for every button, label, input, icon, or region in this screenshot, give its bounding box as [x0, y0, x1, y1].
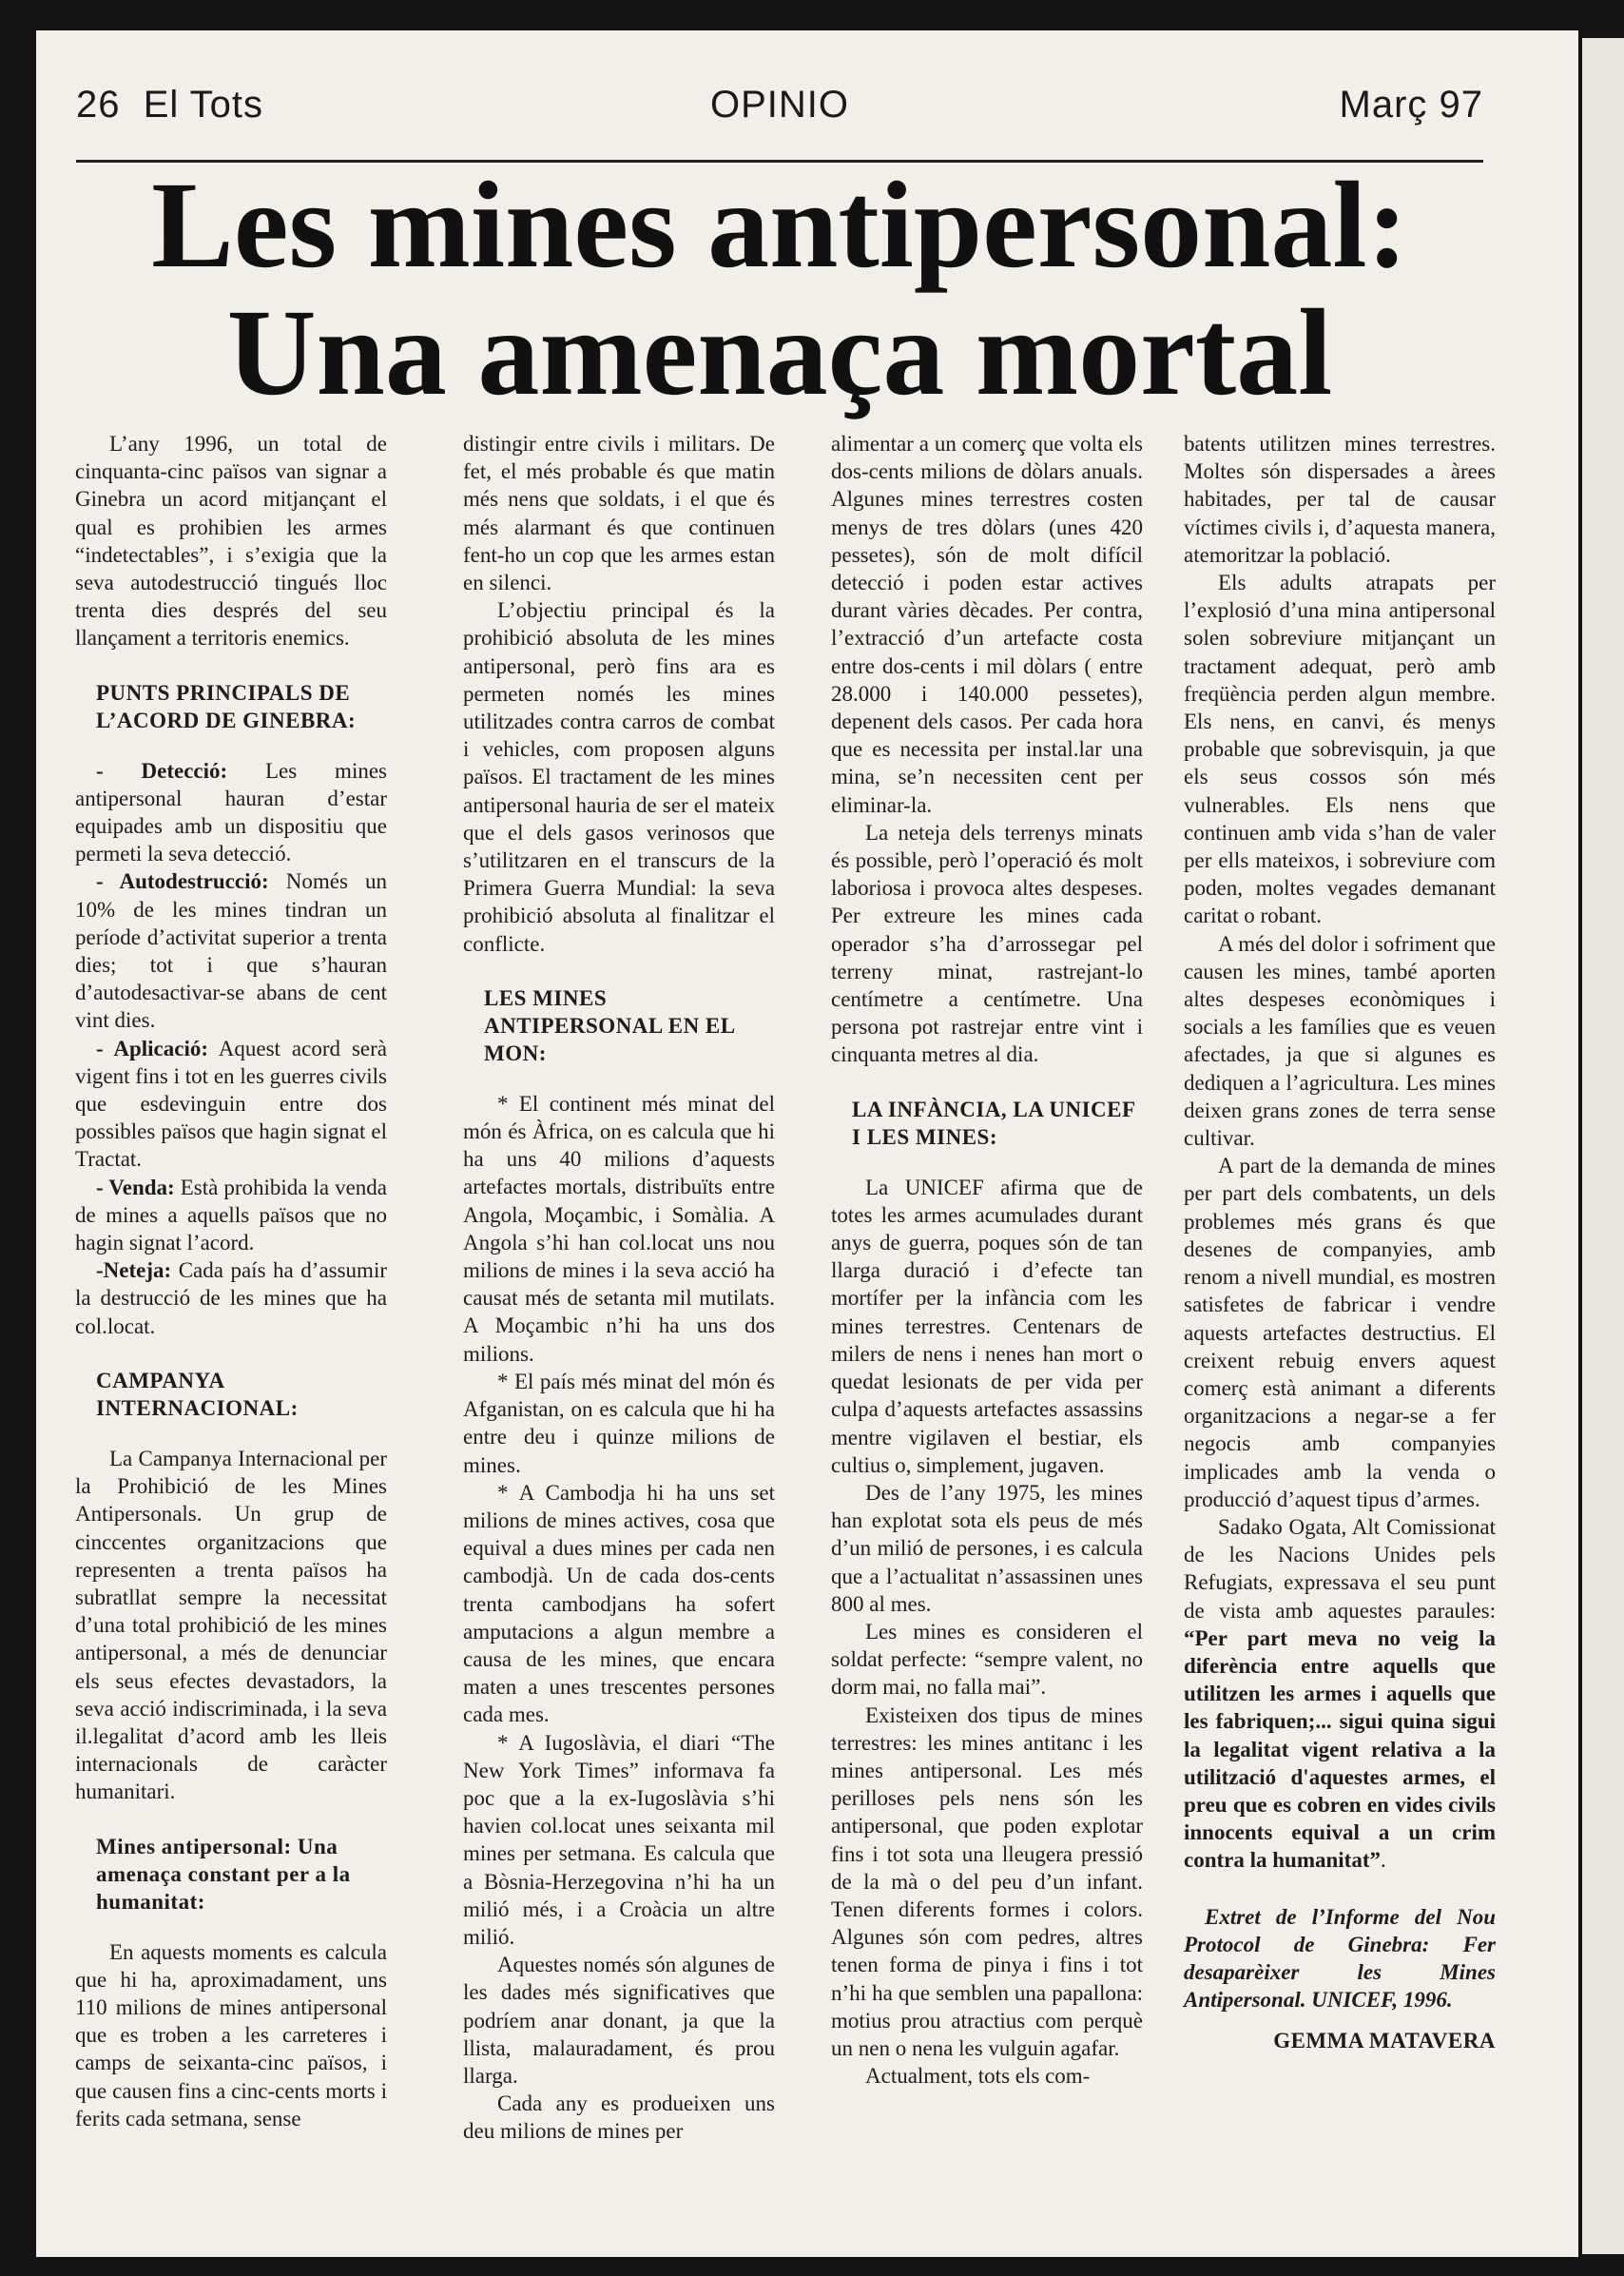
demanda-paragraph: A part de la demanda de mines per part dels combatents, un dels problemes més grans és que desenes de companyies, amb renom a nivell mundial, es mostren satisfetes de fabricar i vendre aquests artefactes destructius. El creixent rebuig envers aquest comerç està animant a diferents organitzacions a negar-se a fer negocis amb companyies implicades amb la venda o producció d’aquest tipus d’armes.	[1184, 1154, 1496, 1511]
actualment-paragraph: Actualment, tots els com-	[865, 2064, 1091, 2089]
dades-paragraph: Aquestes només són algunes de les dades més significatives que podríem anar donant, ja que la llista, malauradament, és prou llarga.	[463, 1953, 775, 2088]
sadako-paragraph: Sadako Ogata, Alt Comissionat de les Nacions Unides pels Refugiats, expressava el seu punt de vista amb aquestes paraules: “Per part meva no veig la diferència entre aquells que utilitzen les armes i aquells que les fabriquen;... sigui quina sigui la legalitat vigent relativa a la utilització d'aquestes armes, el preu que es cobren en vides civils innocents equival a un crim contra la humanitat”.	[1184, 1514, 1496, 1873]
tipus-paragraph: Existeixen dos tipus de mines terrestres: les mines antitanc i les mines antipersonal. Les més perilloses pels nens són les antipersonal, que poden explotar fins i tot sota una lleugera pressió de la mà o del peu d’un infant. Tenen diferents formes i colors. Algunes són com pedres, altres tenen forma de pinya i fins i tot n’hi ha que semblen una papallona: motius prou atractius com perquè un nen o nena les vulguin agafar.	[831, 1702, 1143, 2060]
campanya-paragraph: La Campanya Internacional per la Prohibició de les Mines Antipersonals. Un grup de cinccentes organitzacions que representen a trenta països ha subratllat sempre la necessitat d’una total prohibició de les mines antipersonal, a més de denunciar els seus efectes devastadors, la seva acció indiscriminada, i la seva il.legalitat d’acord amb les lleis internacionals de caràcter humanitari.	[75, 1446, 387, 1804]
continued-paragraph: batents utilitzen mines terrestres. Moltes són dispersades a àrees habitades, per tal de causar víctimes civils i, d’aquesta manera, atemoritzar la població.	[1184, 432, 1496, 567]
des-1975-paragraph: Des de l’any 1975, les mines han explotat sota els peus de més d’un milió de persones, i es calcula que a l’actualitat n’assassinen unes 800 al mes.	[831, 1480, 1143, 1616]
point-neteja: -Neteja: Cada país ha d’assumir la destrucció de les mines que ha col.locat.	[75, 1258, 387, 1338]
point-venda: - Venda: Està prohibida la venda de mines a aquells països que no hagin signat l’acord.	[75, 1175, 387, 1255]
article-body	[75, 430, 1496, 2151]
heading-infancia: LA INFÀNCIA, LA UNICEF I LES MINES:	[852, 1097, 1135, 1149]
author-byline: GEMMA MATAVERA	[1273, 2029, 1496, 2053]
neteja-paragraph: La neteja dels terrenys minats és possible, però l’operació és molt laboriosa i provoca altes despeses. Per extreure les mines cada operador s’ha d’arrossegar pel terreny minat, rastrejant-lo centímetre a centímetre. Una persona pot rastrejar entre vint i cinquanta metres al dia.	[831, 820, 1143, 1067]
dolor-paragraph: A més del dolor i sofriment que causen les mines, també aporten altes despeses econòmiques i socials a les famílies que es veuen afectades, ja que si algunes es dediquen a l’agricultura. Les mines deixen grans zones de terra sense cultivar.	[1184, 931, 1496, 1151]
heading-mines-mon: LES MINES ANTIPERSONAL EN EL MON:	[484, 985, 735, 1065]
column-3	[831, 430, 1143, 2090]
continued-paragraph: alimentar a un comerç que volta els dos-cents milions de dòlars anuals. Algunes mines terrestres costen menys de tres dòlars (unes 420 pessetes), són de molt difícil detecció i poden estar actives durant vàries dècades. Per contra, l’extracció d’un artefacte costa entre dos-cents i mil dòlars ( entre 28.000 i 140.000 pessetes), depenent dels casos. Per cada hora que es necessita per instal.lar una mina, se’n necessiten cent per eliminar-la.	[831, 432, 1143, 817]
iugoslavia-paragraph: * A Iugoslàvia, el diari “The New York Times” informava fa poc que a la ex-Iugoslàvia s’hi havien col.locat unes seixanta mil mines per setmana. Es calcula que a Bòsnia-Herzegovina n’hi ha un milió més, i a Croàcia un altre milió.	[463, 1730, 775, 1949]
title-line-1: Les mines antipersonal:	[151, 157, 1408, 294]
page-header	[76, 84, 1483, 131]
heading-campanya: CAMPANYA INTERNACIONAL:	[96, 1368, 299, 1420]
adults-paragraph: Els adults atrapats per l’explosió d’una mina antipersonal solen sobreviure mitjançant un tractament adequat, però amb freqüència perden algun membre. Els nens, en canvi, és menys probable que sobrevisquin, ja que els seus cossos són més vulnerables. Els nens que continuen amb vida s’han de valer per ells mateixos, i sobreviure com poden, moltes vegades demanant caritat o robant.	[1184, 571, 1496, 928]
point-deteccio: - Detecció: Les mines antipersonal hauran d’estar equipades amb un dispositiu que permeti la seva detecció.	[75, 758, 387, 866]
produccio-paragraph: Cada any es produeixen uns deu milions de mines per	[463, 2091, 775, 2144]
heading-amenaca: Mines antipersonal: Una amenaça constant per a la humanitat:	[96, 1834, 351, 1914]
column-2	[463, 430, 775, 2146]
cambodja-paragraph: * A Cambodja hi ha uns set milions de mines actives, cosa que equival a dues mines per cada nen cambodjà. Un de cada dos-cents trenta cambodjans ha sofert amputacions a algun membre a causa de les mines, que encara maten a unes trescentes persones cada mes.	[463, 1480, 775, 1727]
afganistan-paragraph: * El país més minat del món és Afganistan, on es calcula que hi ha entre deu i quinze milions de mines.	[463, 1369, 775, 1477]
ogata-quote: “Per part meva no veig la diferència entre aquells que utilitzen les armes i aquells que les fabriquen;... sigui quina sigui la legalitat vigent relativa a la utilització d'aquestes armes, el preu que es cobren en vides civils innocents equival a un crim contra la humanitat”	[1184, 1625, 1496, 1873]
issue-date: Març 97	[1339, 84, 1483, 126]
unicef-paragraph: La UNICEF afirma que de totes les armes acumulades durant anys de guerra, poques són de tan llarga duració i d’efecte tan mortífer per la infància com les mines terrestres. Centenars de milers de nens i nenes han mort o quedat lesionats de per vida per culpa d’aquests artefactes assassins mentre vigilaven el bestiar, els cultius o, simplement, jugaven.	[831, 1175, 1143, 1477]
source-citation: Extret de l’Informe del Nou Protocol de Ginebra: Fer desaparèixer les Mines Antipersonal. UNICEF, 1996.	[1184, 1904, 1496, 2013]
page-number-and-publication: 26 El Tots	[76, 84, 264, 126]
soldat-paragraph: Les mines es consideren el soldat perfecte: “sempre valent, no dorm mai, no falla mai”.	[831, 1619, 1143, 1700]
article-title	[76, 157, 1483, 421]
column-4	[1184, 430, 1496, 2055]
intro-paragraph: L’any 1996, un total de cinquanta-cinc països van signar a Ginebra un acord mitjançant el qual es prohibien les armes “indetectables”, i s’exigia que la seva autodestrucció tingués lloc trenta dies després del seu llançament a territoris enemics.	[75, 432, 387, 651]
africa-paragraph: * El continent més minat del món és Àfrica, on es calcula que hi ha uns 40 milions d’aquests artefactes mortals, distribuïts entre Angola, Moçambic, i Somàlia. A Angola s’hi han col.locat uns nou milions de mines i la seva acció ha causat més de setanta mil mutilats. A Moçambic n’hi ha uns dos milions.	[463, 1091, 775, 1366]
section-name: OPINIO	[709, 84, 850, 126]
amenaca-paragraph: En aquests moments es calcula que hi ha, aproximadament, uns 110 milions de mines antipersonal que es troben a les carreteres i camps de seixanta-cinc països, i que causen fins a cinc-cents morts i ferits cada setmana, sense	[75, 1939, 387, 2130]
adjacent-page-edge	[1582, 38, 1624, 2254]
point-aplicacio: - Aplicació: Aquest acord serà vigent fins i tot en les guerres civils que esdevinguin entre dos possibles països que hagin signat el Tractat.	[75, 1036, 387, 1172]
heading-punts-principals: PUNTS PRINCIPALS DE L’ACORD DE GINEBRA:	[96, 680, 357, 732]
title-line-2: Una amenaça mortal	[226, 284, 1333, 421]
point-autodestruccio: - Autodestrucció: Només un 10% de les mines tindran un període d’activitat superior a trenta dies; tot i que s’hauran d’autodesactivar-se abans de cent vint dies.	[75, 869, 387, 1033]
objectiu-paragraph: L’objectiu principal és la prohibició absoluta de les mines antipersonal, però fins ara es permeten només les mines utilitzades contra carros de combat i vehicles, com proposen alguns països. El tractament de les mines antipersonal hauria de ser el mateix que el dels gasos verinosos que s’utilitzaren en el transcurs de la Primera Guerra Mundial: la seva prohibició absoluta al finalitzar el conflicte.	[463, 598, 775, 956]
continued-paragraph: distingir entre civils i militars. De fet, el més probable és que matin més nens que soldats, i el que és més alarmant és que continuen fent-ho un cop que les armes estan en silenci.	[463, 432, 775, 595]
column-1	[75, 430, 387, 2132]
